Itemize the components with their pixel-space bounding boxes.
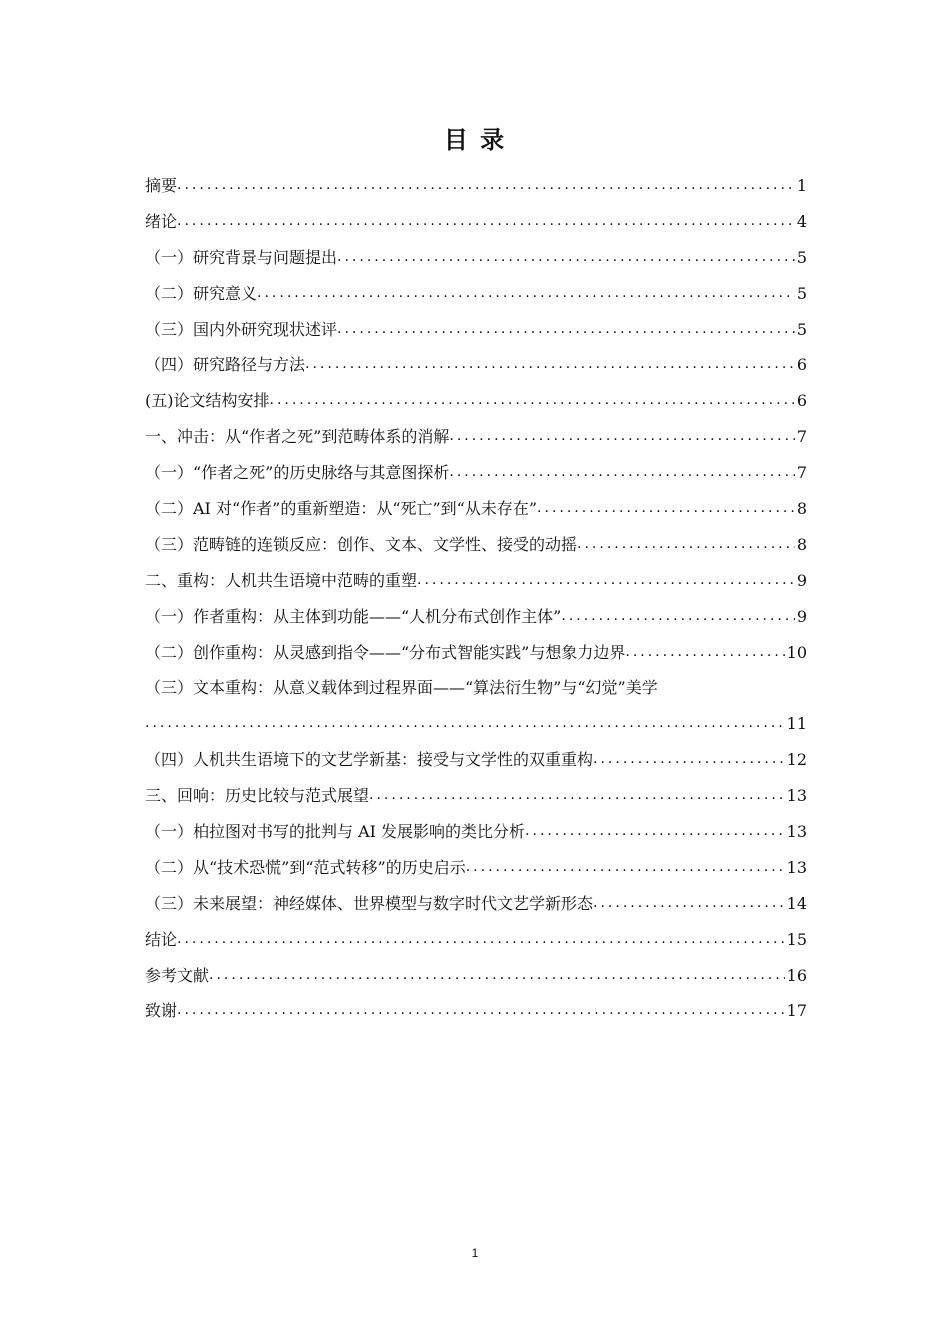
toc-entry-chapter-3-2[interactable]	[145, 850, 807, 886]
toc-entry-thesis-structure[interactable]	[145, 383, 807, 419]
toc-entry-chapter-2-4[interactable]	[145, 742, 807, 778]
dot-leader	[449, 455, 794, 491]
dot-leader	[449, 419, 794, 455]
toc-page-number: 5	[796, 283, 807, 303]
toc-entry-introduction[interactable]	[145, 204, 807, 240]
toc-entry-text: （三）范畴链的连锁反应：创作、文本、文学性、接受的动摇	[145, 534, 578, 554]
toc-page-number: 16	[786, 965, 807, 985]
toc-page-number: 5	[796, 319, 807, 339]
toc-page-number: 1	[796, 175, 807, 195]
toc-page-number: 10	[786, 642, 807, 662]
dot-leader	[177, 204, 795, 240]
toc-entry-chapter-3-1[interactable]	[145, 814, 807, 850]
dot-leader	[257, 276, 795, 312]
dot-leader	[305, 347, 795, 383]
dot-leader	[593, 886, 785, 922]
toc-page-number: 4	[796, 211, 807, 231]
toc-entry-references[interactable]	[145, 958, 807, 994]
dot-leader	[577, 527, 795, 563]
dot-leader	[177, 168, 795, 204]
dot-leader	[417, 563, 795, 599]
toc-entry-text: （三）文本重构：从意义载体到过程界面——“算法衍生物”与“幻觉”美学	[145, 678, 658, 698]
dot-leader	[270, 383, 795, 419]
table-of-contents	[145, 168, 807, 1029]
dot-leader	[625, 635, 784, 671]
toc-page-number: 17	[786, 1001, 807, 1021]
dot-leader	[209, 958, 785, 994]
page-title: 目 录	[443, 125, 507, 154]
toc-entry-text: （一）柏拉图对书写的批判与 AI 发展影响的类比分析	[145, 822, 526, 842]
toc-entry-text: （二）研究意义	[145, 283, 258, 303]
toc-entry-research-background[interactable]	[145, 240, 807, 276]
dot-leader	[177, 993, 785, 1029]
toc-entry-chapter-2[interactable]	[145, 563, 807, 599]
toc-entry-research-methods[interactable]	[145, 347, 807, 383]
toc-entry-text: 结论	[145, 929, 178, 949]
toc-entry-text: （三）国内外研究现状述评	[145, 319, 338, 339]
toc-page-number: 11	[786, 714, 807, 734]
toc-page-number: 12	[786, 750, 807, 770]
toc-page-number: 7	[796, 463, 807, 483]
toc-entry-chapter-2-3[interactable]	[145, 670, 807, 706]
dot-leader	[561, 599, 794, 635]
toc-entry-text: （二）创作重构：从灵感到指令——“分布式智能实践”与想象力边界	[145, 642, 626, 662]
toc-entry-chapter-1-3[interactable]	[145, 527, 807, 563]
dot-leader	[145, 706, 785, 742]
toc-entry-text: （三）未来展望：神经媒体、世界模型与数字时代文艺学新形态	[145, 893, 594, 913]
toc-entry-text: （一）作者重构：从主体到功能——“人机分布式创作主体”	[145, 606, 562, 626]
toc-entry-chapter-1-2[interactable]	[145, 491, 807, 527]
page-number-footer: 1	[471, 1246, 479, 1260]
toc-entry-chapter-3[interactable]	[145, 778, 807, 814]
toc-entry-conclusion[interactable]	[145, 922, 807, 958]
toc-page-number: 7	[796, 427, 807, 447]
toc-entry-text: 三、回响：历史比较与范式展望	[145, 786, 370, 806]
toc-page-number: 8	[796, 499, 807, 518]
toc-entry-chapter-2-1[interactable]	[145, 599, 807, 635]
toc-page-number: 8	[796, 534, 807, 554]
toc-entry-text: （一）“作者之死”的历史脉络与其意图探析	[145, 463, 450, 483]
toc-entry-chapter-1[interactable]	[145, 419, 807, 455]
toc-page-number: 13	[786, 822, 807, 842]
dot-leader	[337, 240, 795, 276]
toc-entry-text: 绪论	[145, 211, 178, 231]
toc-page-number: 6	[796, 391, 807, 411]
toc-entry-text: 摘要	[145, 175, 178, 195]
toc-entry-research-significance[interactable]	[145, 276, 807, 312]
toc-page-number: 15	[786, 929, 807, 949]
toc-page-number: 9	[796, 606, 807, 626]
toc-entry-text: （二）从“技术恐慌”到“范式转移”的历史启示	[145, 857, 466, 877]
toc-entry-acknowledgements[interactable]	[145, 993, 807, 1029]
toc-entry-abstract[interactable]	[145, 168, 807, 204]
dot-leader	[466, 850, 785, 886]
dot-leader	[525, 814, 785, 850]
toc-entry-chapter-2-3-continuation[interactable]	[145, 706, 807, 742]
toc-entry-text: 二、重构：人机共生语境中范畴的重塑	[145, 570, 418, 590]
dot-leader	[537, 491, 795, 527]
toc-entry-text: 一、冲击：从“作者之死”到范畴体系的消解	[145, 427, 450, 447]
toc-entry-text: (五)论文结构安排	[145, 391, 270, 411]
toc-entry-text: （一）研究背景与问题提出	[145, 247, 338, 267]
toc-page-number: 9	[796, 570, 807, 590]
toc-entry-text: （四）研究路径与方法	[145, 355, 306, 375]
dot-leader	[177, 922, 785, 958]
toc-entry-text: （二）AI 对“作者”的重新塑造：从“死亡”到“从未存在”	[145, 499, 538, 518]
dot-leader	[337, 312, 795, 348]
dot-leader	[369, 778, 785, 814]
toc-entry-chapter-3-3[interactable]	[145, 886, 807, 922]
toc-page-number: 6	[796, 355, 807, 375]
toc-page-number: 13	[786, 786, 807, 806]
toc-page-number: 5	[796, 247, 807, 267]
dot-leader	[593, 742, 785, 778]
toc-page-number: 14	[786, 893, 807, 913]
toc-page-number: 13	[786, 857, 807, 877]
toc-entry-text: （四）人机共生语境下的文艺学新基：接受与文学性的双重重构	[145, 750, 594, 770]
toc-entry-chapter-2-2[interactable]	[145, 635, 807, 671]
toc-entry-chapter-1-1[interactable]	[145, 455, 807, 491]
toc-entry-text: 致谢	[145, 1001, 178, 1021]
toc-entry-literature-review[interactable]	[145, 312, 807, 348]
toc-entry-text: 参考文献	[145, 965, 210, 985]
